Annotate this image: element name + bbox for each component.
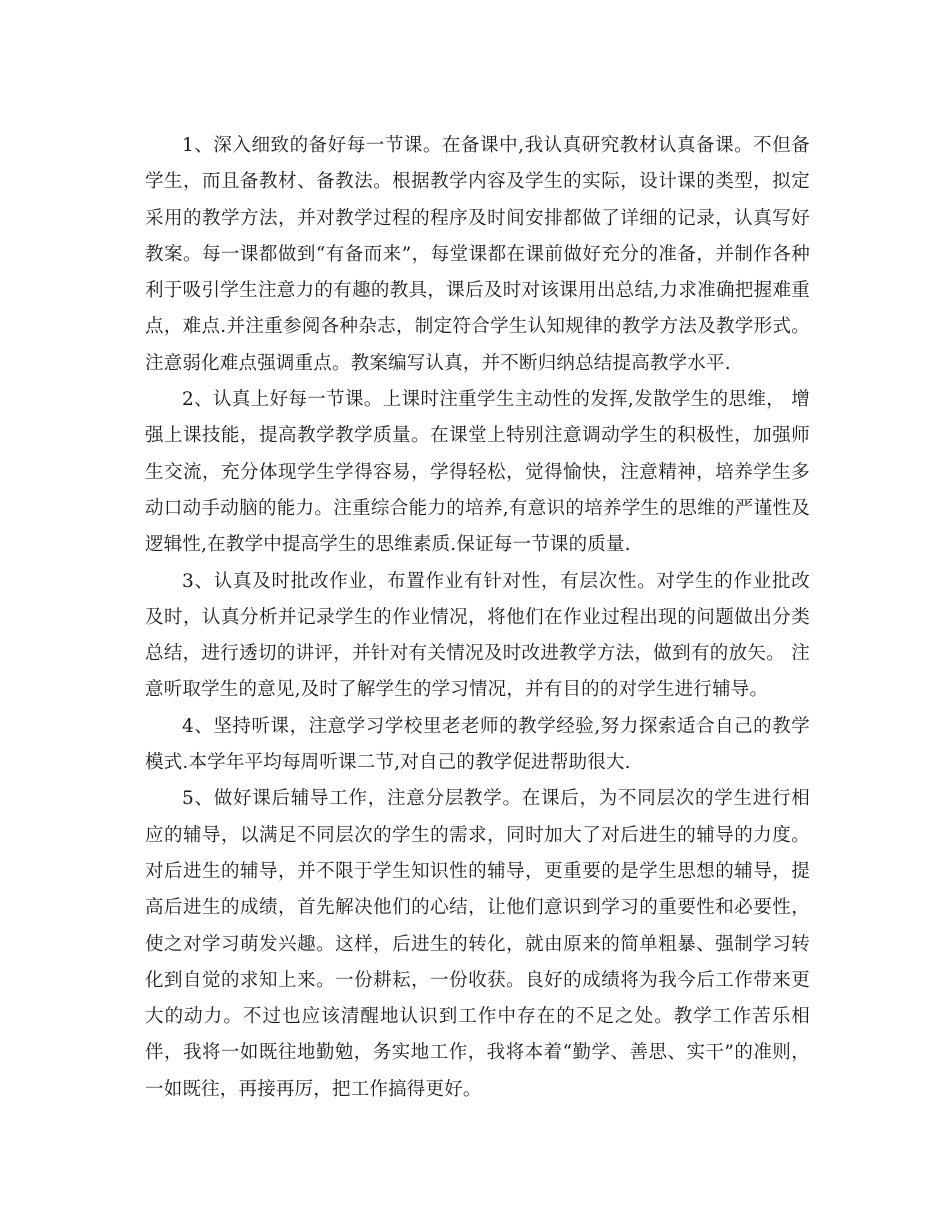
document-body	[145, 128, 810, 1108]
paragraph-3: 3、认真及时批改作业，布置作业有针对性，有层次性。对学生的作业批改及时，认真分析并记录学生的作业情况，将他们在作业过程出现的问题做出分类总结，进行透切的讲评，并针对有关情况及时改进教学方法，做到有的放矢。 注意听取学生的意见,及时了解学生的学习情况，并有目的的对学生进行辅导。	[145, 570, 810, 701]
paragraph-4: 4、坚持听课，注意学习学校里老老师的教学经验,努力探索适合自己的教学模式.本学年平均每周听课二节,对自己的教学促进帮助很大.	[145, 715, 810, 774]
paragraph-5: 5、做好课后辅导工作，注意分层教学。在课后，为不同层次的学生进行相应的辅导，以满足不同层次的学生的需求，同时加大了对后进生的辅导的力度。对后进生的辅导，并不限于学生知识性的辅导，更重要的是学生思想的辅导，提高后进生的成绩，首先解决他们的心结，让他们意识到学习的重要性和必要性，使之对学习萌发兴趣。这样，后进生的转化，就由原来的简单粗暴、强制学习转化到自觉的求知上来。一份耕耘，一份收获。良好的成绩将为我今后工作带来更大的动力。不过也应该清醒地认识到工作中存在的不足之处。教学工作苦乐相伴，我将一如既往地勤勉，务实地工作，我将本着“勤学、善思、实干”的准则，一如既往，再接再厉，把工作搞得更好。	[145, 788, 810, 1100]
paragraph-1: 1、深入细致的备好每一节课。在备课中,我认真研究教材认真备课。不但备学生，而且备教材、备教法。根据教学内容及学生的实际，设计课的类型，拟定采用的教学方法，并对教学过程的程序及时间安排都做了详细的记录，认真写好教案。每一课都做到“有备而来”，每堂课都在课前做好充分的准备，并制作各种利于吸引学生注意力的有趣的教具，课后及时对该课用出总结,力求准确把握难重点，难点.并注重参阅各种杂志，制定符合学生认知规律的教学方法及教学形式。注意弱化难点强调重点。教案编写认真，并不断归纳总结提高教学水平.	[145, 135, 810, 374]
paragraph-2: 2、认真上好每一节课。上课时注重学生主动性的发挥,发散学生的思维， 增强上课技能，提高教学教学质量。在课堂上特别注意调动学生的积极性，加强师生交流，充分体现学生学得容易，学得轻松，觉得愉快，注意精神，培养学生多动口动手动脑的能力。注重综合能力的培养,有意识的培养学生的思维的严谨性及逻辑性,在教学中提高学生的思维素质.保证每一节课的质量.	[145, 389, 810, 556]
